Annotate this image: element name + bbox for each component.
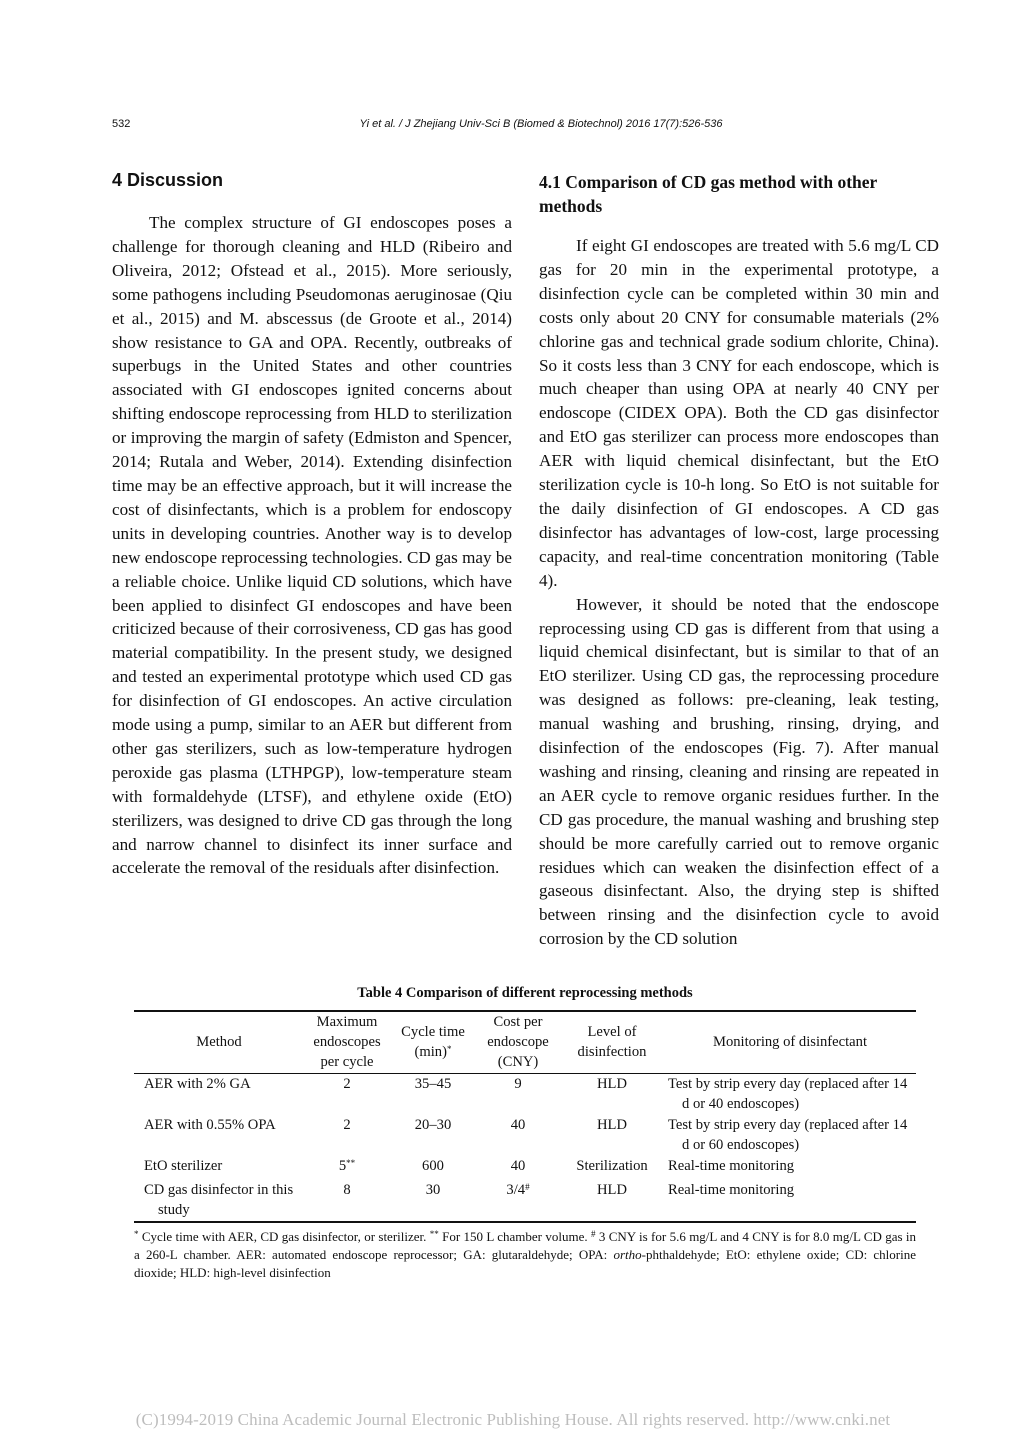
cell-cost: 9 [514, 1076, 522, 1092]
left-column [112, 168, 512, 880]
table-4 [134, 985, 916, 1282]
cell-monitoring: Real-time monitoring [668, 1157, 795, 1174]
cell-method: CD gas disinfector in this study [144, 1181, 294, 1218]
cell-method: AER with 0.55% OPA [144, 1116, 276, 1133]
cell-cost: 40 [510, 1157, 526, 1174]
th-cost: Cost per endoscope (CNY) [487, 1014, 549, 1070]
right-column [539, 168, 939, 951]
table-footnotes: * Cycle time with AER, CD gas disinfector, or sterilizer. ** For 150 L chamber volume. # 3 CNY is for 5.6 mg/L and 4 CNY is for 8.0 mg/L CD gas in a 260-L chamber. AER: automated endoscope reprocessor; GA: glutaraldehyde; OPA: ortho-phthaldehyde; EtO: ethylene oxide; CD: chlorine dioxide; HLD: high-level disinfection [134, 1228, 917, 1280]
th-method: Method [196, 1034, 242, 1050]
table-caption: Table 4 Comparison of different reprocessing methods [357, 985, 693, 1001]
cell-method: EtO sterilizer [144, 1157, 223, 1174]
cell-cycle: 20–30 [414, 1116, 452, 1133]
cell-monitoring: Real-time monitoring [668, 1181, 795, 1198]
cell-level: HLD [597, 1076, 627, 1092]
cell-monitoring: Test by strip every day (replaced after 14 d or 60 endoscopes) [668, 1116, 908, 1153]
cell-level: Sterilization [576, 1157, 648, 1174]
discussion-paragraph: The complex structure of GI endoscopes poses a challenge for thorough cleaning and HLD (Ribeiro and Oliveira, 2012; Ofstead et al., 2015). More seriously, some pathogens including Pseudomonas aeruginosae (Qiu et al., 2015) and M. abscessus (de Groote et al., 2014) show resistance to GA and OPA. Recently, outbreaks of superbugs in the United States and other countries associated with GI endoscopes ignited concerns about shifting endoscope reprocessing from HLD to sterilization or improving the margin of safety (Edmiston and Spencer, 2014; Rutala and Weber, 2014). Extending disinfection time may be an effective approach, but it will increase the cost of disinfectants, which is a problem for endoscopy units in developing countries. Another way is to develop new endoscope reprocessing technologies. CD gas may be a reliable choice. Unlike liquid CD solutions, which have been applied to disinfect GI endoscopes and have been criticized because of their corrosiveness, CD gas has good material compatibility. In the present study, we designed and tested an experimental prototype which used CD gas for disinfection of GI endoscopes. An active circulation mode using a pump, similar to an AER but different from other gas sterilizers, such as low-temperature hydrogen peroxide gas plasma (LTHPGP), low-temperature steam with formaldehyde (LTSF), and ethylene oxide (EtO) sterilizers, was designed to drive CD gas through the long and narrow channel to disinfect its inner surface and accelerate the removal of the residuals after disinfection. [112, 213, 512, 878]
cell-cycle: 30 [425, 1181, 441, 1198]
cell-max: 2 [343, 1116, 351, 1133]
th-monitoring: Monitoring of disinfectant [712, 1034, 868, 1050]
cell-max: 8 [343, 1181, 351, 1198]
cell-level: HLD [597, 1116, 627, 1133]
running-header [112, 118, 940, 136]
paragraph-1: If eight GI endoscopes are treated with 5.6 mg/L CD gas for 20 min in the experimental prototype, a disinfection cycle can be completed within 30 min and costs only about 20 CNY for consumable materials (2% chlorine gas and technical grade sodium chlorite, China). So it costs less than 3 CNY for each endoscope, which is much cheaper than using OPA at nearly 40 CNY per endoscope (CIDEX OPA). Both the CD gas disinfector and EtO gas sterilizer can process more endoscopes than AER with liquid chemical disinfectant, but the EtO sterilization cycle is 10-h long. So EtO is not suitable for the daily disinfection of GI endoscopes. A CD gas disinfector has advantages of low-cost, large processing capacity, and real-time concentration monitoring (Table 4). [539, 236, 939, 590]
table-header-row [134, 1011, 916, 1074]
cell-method: AER with 2% GA [144, 1076, 251, 1092]
th-max-endoscopes: Maximum endoscopes per cycle [313, 1014, 381, 1070]
comparison-table [134, 1010, 916, 1223]
paragraph-2: However, it should be noted that the endoscope reprocessing using CD gas is different from that using a liquid chemical disinfectant, but is similar to that of an EtO sterilizer. Using CD gas, the reprocessing procedure was designed as follows: pre-cleaning, leak testing, manual washing and brushing, rinsing, drying, and disinfection of the endoscopes (Fig. 7). After manual washing and rinsing, cleaning and rinsing are repeated in an AER cycle to remove organic residues further. In the CD gas procedure, the manual washing and brushing step should be more carefully carried out to remove organic residues which can weaken the disinfection effect of a gaseous disinfectant. Also, the drying step is shifted between rinsing and the disinfection cycle to avoid corrosion by the CD solution [539, 594, 939, 949]
th-cycle-time: Cycle time (min)* [401, 1024, 465, 1060]
table-row [134, 1180, 916, 1222]
cell-max: 2 [343, 1076, 351, 1092]
th-level: Level of disinfection [577, 1024, 647, 1060]
cell-monitoring: Test by strip every day (replaced after 14 d or 40 endoscopes) [668, 1076, 908, 1112]
th-cycle-time-mark: * [446, 1044, 452, 1054]
table-row [134, 1074, 916, 1115]
subsection-title: 4.1 Comparison of CD gas method with other methods [539, 172, 878, 216]
journal-citation: Yi et al. / J Zhejiang Univ-Sci B (Biomed & Biotechnol) 2016 17(7):526-536 [359, 118, 723, 130]
section-title: 4 Discussion [112, 170, 224, 190]
cell-cycle: 600 [422, 1157, 444, 1174]
cell-cycle: 35–45 [414, 1076, 452, 1092]
page-number: 532 [112, 118, 131, 130]
table-row [134, 1156, 916, 1180]
cell-level: HLD [597, 1181, 627, 1198]
cell-max: 5** [338, 1157, 356, 1174]
copyright-footer: (C)1994-2019 China Academic Journal Electronic Publishing House. All rights reserved. http://www.cnki.net [135, 1410, 891, 1429]
table-row [134, 1115, 916, 1156]
cell-cost: 40 [510, 1116, 526, 1133]
cell-cost: 3/4# [506, 1181, 530, 1198]
